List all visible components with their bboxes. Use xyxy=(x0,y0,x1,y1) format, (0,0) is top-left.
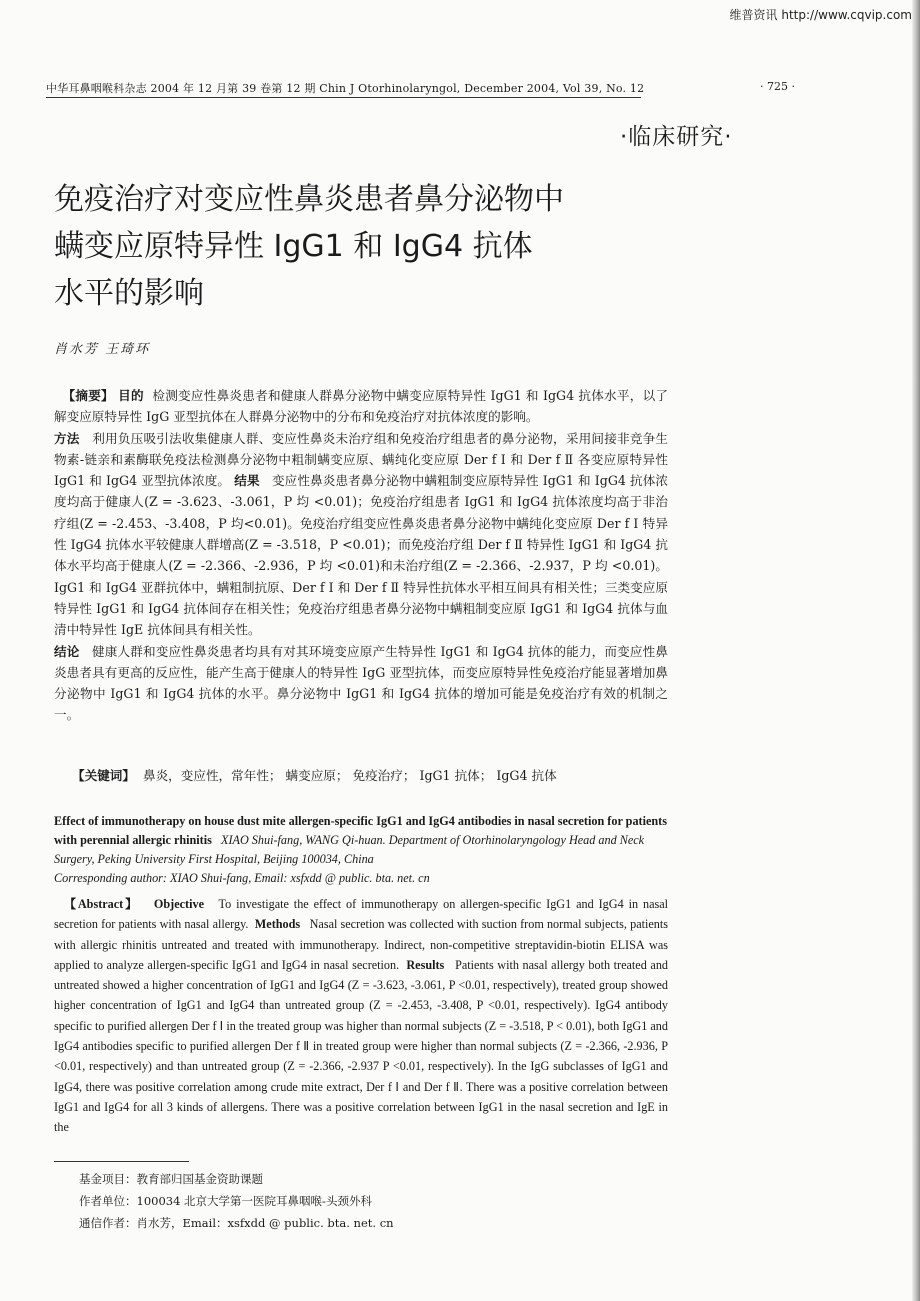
keywords-label: 【关键词】 xyxy=(72,768,135,783)
chinese-title-line-2: 螨变应原特异性 IgG1 和 IgG4 抗体 xyxy=(54,229,533,264)
section-label: ·临床研究· xyxy=(620,124,733,150)
results-text-cn: 变应性鼻炎患者鼻分泌物中螨粗制变应原特异性 IgG1 和 IgG4 抗体浓度均高于健康人(Z = -3.623、-3.061，P 均 <0.01)；免疫治疗组患者 IgG1 和 IgG4 抗体浓度均高于非治疗组(Z = -2.453、-3.408，P 均<0.01)。免疫治疗组变应性鼻炎患者鼻分泌物中螨纯化变应原 Der f Ⅰ 特异性 IgG4 抗体水平较健康人群增高(Z = -3.518，P <0.01)；而免疫治疗组 Der f Ⅱ 特异性 IgG1 和 IgG4 抗体水平均高于健康人(Z = -2.366、-2.936，P 均 <0.01)和未治疗组(Z = -2.366、-2.937，P 均 <0.01)。IgG1 和 IgG4 亚群抗体中，螨粗制抗原、Der f Ⅰ 和 Der f Ⅱ 特异性抗体水平相互间具有相关性；三类变应原特异性 IgG1 和 IgG4 抗体间存在相关性；免疫治疗组患者鼻分泌物中螨粗制变应原 IgG1 和 IgG4 抗体与血清中特异性 IgE 抗体间具有相关性。 xyxy=(54,473,668,638)
results-label-en: Results xyxy=(406,957,445,972)
authors-cn: 肖水芳 王琦环 xyxy=(54,342,151,357)
footnote-fund: 基金项目：教育部归国基金资助课题 xyxy=(79,1172,263,1186)
chinese-title xyxy=(54,176,564,317)
conclusion-label-cn: 结论 xyxy=(54,643,80,659)
chinese-abstract xyxy=(54,385,668,726)
journal-header: 中华耳鼻咽喉科杂志 2004 年 12 月第 39 卷第 12 期 Chin J Otorhinolaryngol, December 2004, Vol 39, No. 12 xyxy=(46,82,645,95)
scan-edge xyxy=(912,0,920,1301)
keywords-text: 鼻炎，变应性，常年性； 螨变应原； 免疫治疗； IgG1 抗体； IgG4 抗体 xyxy=(142,768,557,783)
conclusion-text-cn: 健康人群和变应性鼻炎患者均具有对其环境变应原产生特异性 IgG1 和 IgG4 抗体的能力，而变应性鼻炎患者具有更高的反应性，能产生高于健康人的特异性 IgG 亚型抗体，而变应原特异性免疫治疗能显著增加鼻分泌物中 IgG1 和 IgG4 抗体的水平。鼻分泌物中 IgG1 和 IgG4 抗体的增加可能是免疫治疗有效的机制之一。 xyxy=(54,643,669,723)
english-title-block xyxy=(54,812,672,888)
abstract-label-cn: 【摘要】 xyxy=(62,388,114,403)
english-abstract xyxy=(54,894,668,1138)
methods-label-en: Methods xyxy=(254,917,301,932)
footnote-contact: 通信作者：肖水芳，Email：xsfxdd @ public. bta. net. cn xyxy=(79,1216,394,1230)
keywords-cn xyxy=(72,765,557,784)
chinese-title-line-1: 免疫治疗对变应性鼻炎患者鼻分泌物中 xyxy=(54,182,564,217)
abstract-label-en: 【Abstract】 xyxy=(63,897,140,911)
objective-text-cn: 检测变应性鼻炎患者和健康人群鼻分泌物中螨变应原特异性 IgG1 和 IgG4 抗体水平，以了解变应原特异性 IgG 亚型抗体在人群鼻分泌物中的分布和免疫治疗对抗体浓度的影响。 xyxy=(54,388,669,425)
objective-label-en: Objective xyxy=(153,897,204,911)
english-authors: XIAO Shui-fang, WANG Qi-huan. xyxy=(221,833,386,847)
page-number: · 725 · xyxy=(760,80,795,93)
results-text-en: Patients with nasal allergy both treated and untreated showed a higher concentration of IgG1 and IgG4 (Z = -3.623, -3.061, P <0.01, respectively), treated group showed higher concentration of IgG1 and IgG4 than untreated group (Z = -2.453, -3.408, P <0.01, respectively). IgG4 antibody specific to purified allergen Der f Ⅰ in the treated group was higher than normal subjects (Z = -3.518, P < 0.01), both IgG1 and IgG4 antibodies specific to purified allergen Der f Ⅱ in treated group were higher than normal subjects (Z = -2.366, -2.936, P <0.01, respectively) and than untreated group (Z = -2.366, -2.937 P <0.01, respectively). In the IgG subclasses of IgG1 and IgG4, there was positive correlation among crude mite extract, Der f Ⅰ and Der f Ⅱ. There was a positive correlation between IgG1 and IgG4 for all 3 kinds of allergens. There was a positive correlation between IgG1 in the nasal secretion and IgE in the xyxy=(54,957,669,1135)
site-watermark[interactable]: 维普资讯 http://www.cqvip.com xyxy=(729,8,912,22)
chinese-title-line-3: 水平的影响 xyxy=(54,276,204,311)
methods-text-en: Nasal secretion was collected with suction from normal subjects, patients with allergic rhinitis untreated and treated with immunotherapy. Indirect, non-competitive streptavidin-biotin ELISA was applied to analyze allergen-specific IgG1 and IgG4 in nasal secretion. xyxy=(54,917,669,972)
footnote-unit: 作者单位：100034 北京大学第一医院耳鼻咽喉-头颈外科 xyxy=(79,1194,372,1208)
english-title: Effect of immunotherapy on house dust mite allergen-specific IgG1 and IgG4 antibodies in nasal secretion for patients with perennial allergic rhinitis xyxy=(54,814,667,847)
english-affiliation: Department of Otorhinolaryngology Head and Neck Surgery, Peking University First Hospital, Beijing 100034, China xyxy=(54,833,645,866)
results-label-cn: 结果 xyxy=(234,473,260,489)
header-rule xyxy=(46,97,641,98)
methods-label-cn: 方法 xyxy=(54,430,80,446)
footnotes xyxy=(79,1168,394,1234)
footnote-rule xyxy=(54,1161,189,1162)
corresponding-author: Corresponding author: XIAO Shui-fang, Email: xsfxdd @ public. bta. net. cn xyxy=(54,871,430,885)
methods-text-cn: 利用负压吸引法收集健康人群、变应性鼻炎未治疗组和免疫治疗组患者的鼻分泌物，采用间接非竞争生物素-链亲和素酶联免疫法检测鼻分泌物中粗制螨变应原、螨纯化变应原 Der f Ⅰ 和 Der f Ⅱ 各变应原特异性 IgG1 和 IgG4 亚型抗体浓度。 xyxy=(54,430,669,489)
objective-text-en: To investigate the effect of immunotherapy on allergen-specific IgG1 and IgG4 in nasal secretion for patients with nasal allergy. xyxy=(54,897,669,932)
objective-label-cn: 目的 xyxy=(118,388,144,403)
